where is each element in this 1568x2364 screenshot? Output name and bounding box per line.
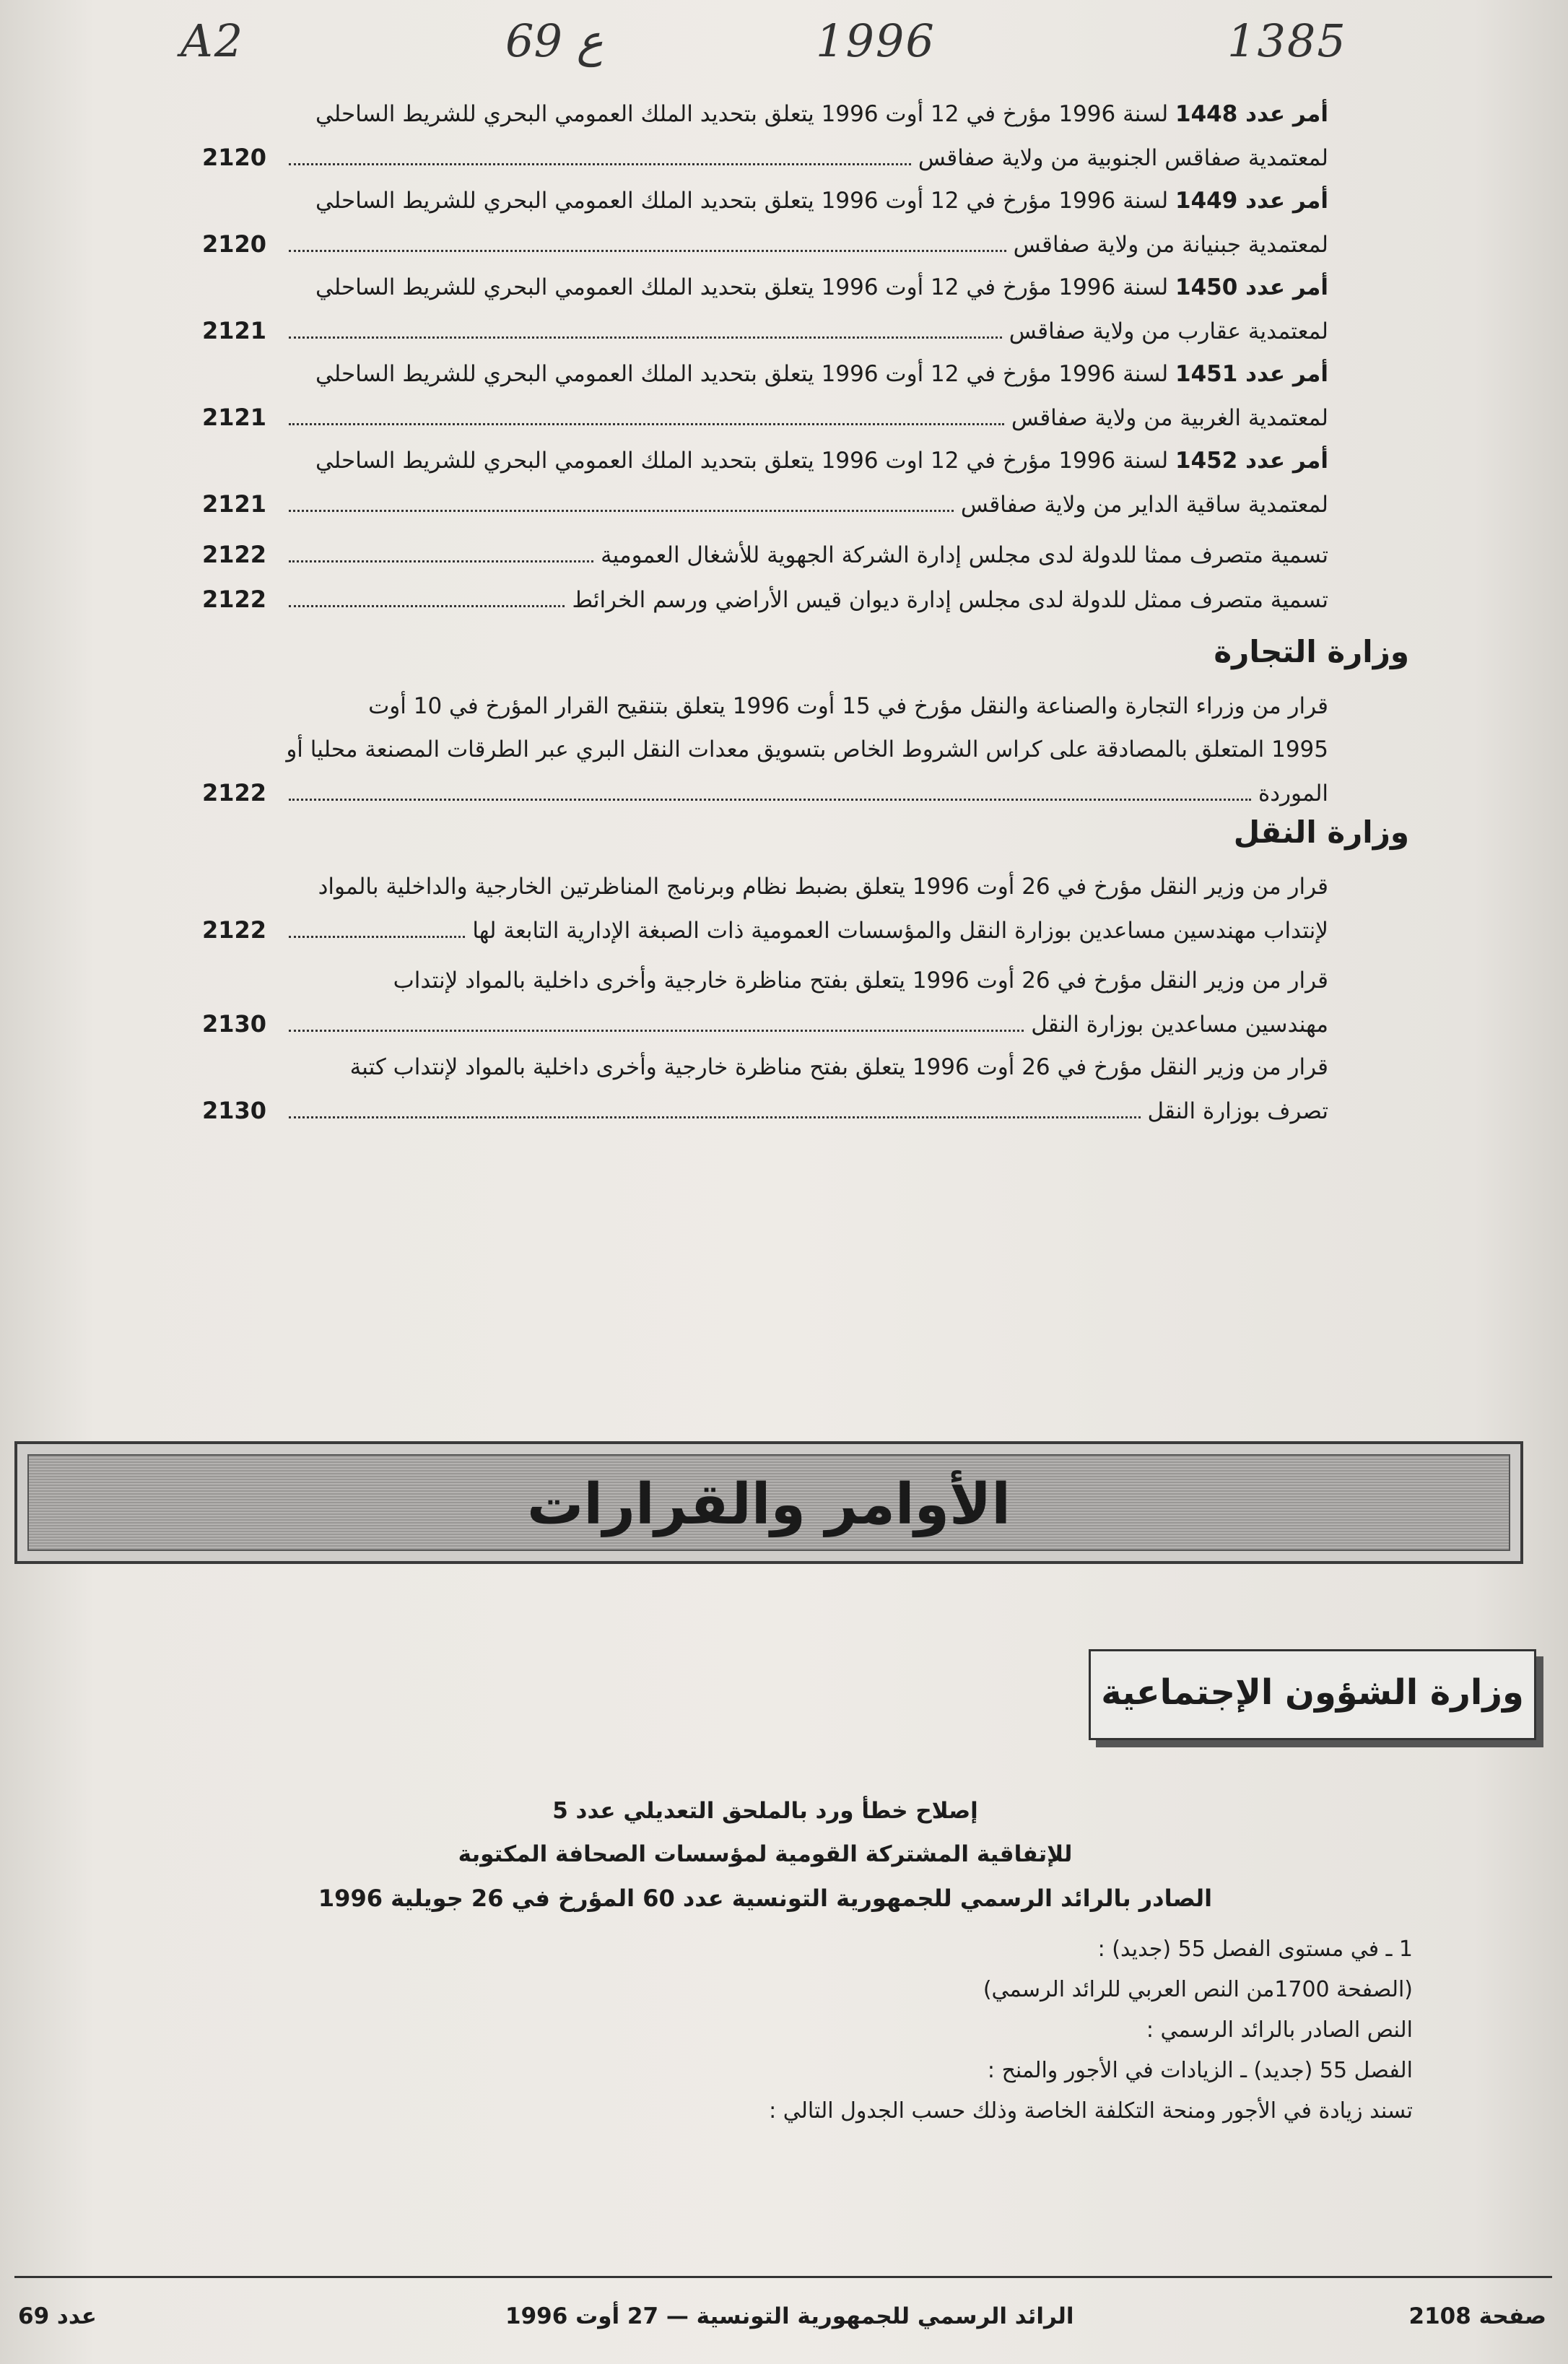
transport-line: قرار من وزير النقل مؤرخ في 26 أوت 1996 يتعلق بضبط نظام وبرنامج المناظرتين الخارجية والداخلية بالمواد [318,874,1328,900]
leader-dots [289,1005,1024,1032]
transport-last-line: تصرف بوزارة النقل [1147,1098,1328,1124]
transport-line: قرار من وزير النقل مؤرخ في 26 أوت 1996 يتعلق بفتح مناظرة خارجية وأخرى داخلية بالمواد لإنتداب كتبة [349,1054,1328,1080]
page-ref: 2122 [202,779,267,807]
leader-dots [289,1092,1141,1118]
page-ref: 2121 [202,404,267,431]
handwritten-code: 1385 [1227,14,1347,67]
body-text-line: النص الصادر بالرائد الرسمي : [1146,2017,1413,2043]
footer-title: الرائد الرسمي للجمهورية التونسية — 27 أوت 1996 [505,2303,1074,2329]
page-ref: 2120 [202,144,267,171]
leader-dots [289,399,1004,425]
ministry-heading-box: وزارة الشؤون الإجتماعية [1089,1649,1536,1740]
leader-dots [289,312,1002,339]
decree-number: أمر عدد 1451 [1175,361,1328,387]
leader-dots [289,774,1251,801]
leader-dots [289,225,1006,252]
decree-entry [202,439,1328,526]
decree-last-line: لمعتمدية جبنيانة من ولاية صفاقس [1013,232,1328,258]
decree-text: لسنة 1996 مؤرخ في 12 أوت 1996 يتعلق بتحديد الملك العمومي البحري للشريط الساحلي [315,101,1176,127]
footer-rule [14,2276,1552,2278]
page-ref: 2122 [202,541,267,568]
body-text-line: الفصل 55 (جديد) ـ الزيادات في الأجور والمنح : [987,2058,1413,2083]
transport-line: قرار من وزير النقل مؤرخ في 26 أوت 1996 يتعلق بفتح مناظرة خارجية وأخرى داخلية بالمواد لإنتداب [393,968,1328,994]
transport-entry [202,865,1328,952]
transport-entry [202,959,1328,1046]
page-ref: 2121 [202,490,267,518]
decree-text: لسنة 1996 مؤرخ في 12 أوت 1996 يتعلق بتحديد الملك العمومي البحري للشريط الساحلي [315,274,1176,300]
decree-entry [202,352,1328,440]
appointment-text: تسمية متصرف ممثا للدولة لدى مجلس إدارة الشركة الجهوية للأشغال العمومية [601,542,1328,568]
page-ref: 2130 [202,1097,267,1124]
section-heading-transport: وزارة النقل [1233,814,1409,850]
section-heading-commerce: وزارة التجارة [1214,634,1409,669]
decree-number: أمر عدد 1449 [1175,188,1328,214]
appointment-entry [202,578,1328,622]
transport-last-line: لإنتداب مهندسين مساعدين بوزارة النقل والمؤسسات العمومية ذات الصبغة الإدارية التابعة لها [472,918,1328,944]
correction-heading: إصلاح خطأ ورد بالملحق التعديلي عدد 5 [552,1798,978,1824]
page-ref: 2130 [202,1010,267,1038]
handwritten-issue: 69 ع [505,14,604,67]
correction-heading: للإتفاقية المشتركة القومية لمؤسسات الصحافة المكتوبة [458,1841,1073,1867]
appointment-text: تسمية متصرف ممثل للدولة لدى مجلس إدارة ديوان قيس الأراضي ورسم الخرائط [572,587,1328,613]
page-ref: 2120 [202,230,267,258]
commerce-entry [202,685,1328,815]
leader-dots [289,581,565,607]
handwritten-ref: A2 [180,14,245,67]
decree-entry [202,179,1328,266]
footer-page-number: صفحة 2108 [1408,2303,1546,2329]
decree-number: أمر عدد 1452 [1175,448,1328,474]
decree-number: أمر عدد 1448 [1175,101,1328,127]
body-text-line: (الصفحة 1700من النص العربي للرائد الرسمي) [983,1977,1413,2002]
body-text-line: تسند زيادة في الأجور ومنحة التكلفة الخاصة وذلك حسب الجدول التالي : [769,2098,1413,2124]
page-ref: 2122 [202,916,267,944]
body-text-line: 1 ـ في مستوى الفصل 55 (جديد) : [1097,1937,1413,1962]
decree-number: أمر عدد 1450 [1175,274,1328,300]
decree-entry [202,92,1328,180]
leader-dots [289,536,593,562]
footer-issue: عدد 69 [18,2303,97,2329]
orders-decisions-banner [14,1441,1523,1564]
transport-entry [202,1046,1328,1133]
decree-text: لسنة 1996 مؤرخ في 12 أوت 1996 يتعلق بتحديد الملك العمومي البحري للشريط الساحلي [315,361,1176,387]
decree-last-line: لمعتمدية الغربية من ولاية صفاقس [1011,405,1328,431]
leader-dots [289,139,911,165]
handwritten-year: 1996 [816,14,936,67]
decree-last-line: لمعتمدية ساقية الداير من ولاية صفاقس [960,492,1328,518]
decree-entry [202,266,1328,353]
decree-text: لسنة 1996 مؤرخ في 12 أوت 1996 يتعلق بتحديد الملك العمومي البحري للشريط الساحلي [315,188,1176,214]
correction-heading: الصادر بالرائد الرسمي للجمهورية التونسية عدد 60 المؤرخ في 26 جويلية 1996 [318,1885,1213,1912]
decree-text: لسنة 1996 مؤرخ في 12 اوت 1996 يتعلق بتحديد الملك العمومي البحري للشريط الساحلي [315,448,1176,474]
commerce-line: قرار من وزراء التجارة والصناعة والنقل مؤرخ في 15 أوت 1996 يتعلق بتنقيح القرار المؤرخ في 10 أوت [368,693,1328,719]
page-ref: 2122 [202,586,267,613]
commerce-line: 1995 المتعلق بالمصادقة على كراس الشروط الخاص بتسويق معدات النقل البري عبر الطرقات المصنعة محليا أو [286,736,1328,762]
appointment-entry [202,533,1328,577]
banner-title: الأوامر والقرارات [27,1454,1510,1551]
decree-last-line: لمعتمدية عقارب من ولاية صفاقس [1009,318,1328,344]
leader-dots [289,911,465,938]
page-ref: 2121 [202,317,267,344]
decree-last-line: لمعتمدية صفاقس الجنوبية من ولاية صفاقس [918,145,1328,171]
commerce-last-line: الموردة [1258,781,1328,807]
leader-dots [289,485,954,512]
transport-last-line: مهندسين مساعدين بوزارة النقل [1031,1012,1328,1038]
